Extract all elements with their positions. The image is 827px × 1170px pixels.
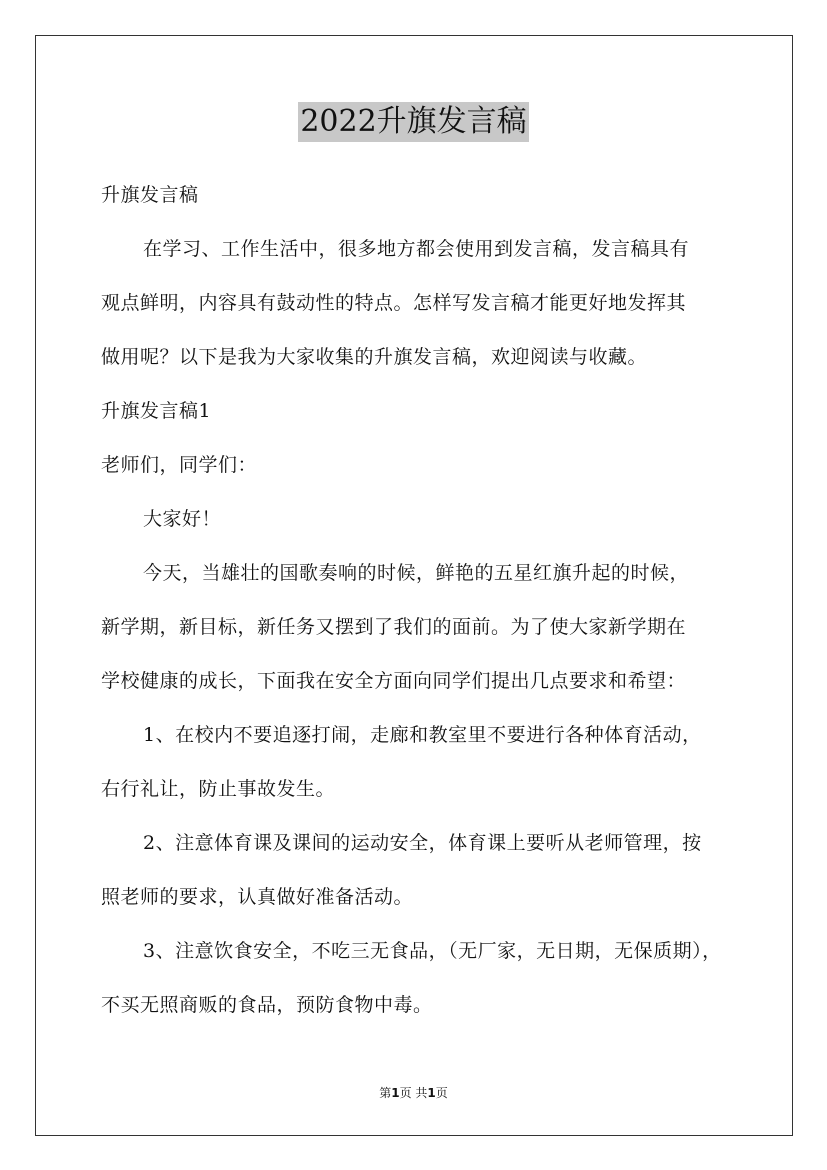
footer-suffix: 页 — [435, 1086, 448, 1100]
footer-total-pages: 1 — [427, 1086, 436, 1100]
footer-mid: 页 共 — [399, 1086, 428, 1100]
list-item-line: 2、注意体育课及课间的运动安全，体育课上要听从老师管理，按 — [143, 832, 702, 854]
list-item-line: 1、在校内不要追逐打闹，走廊和教室里不要进行各种体育活动， — [143, 724, 702, 746]
document-title: 2022升旗发言稿 — [298, 102, 528, 142]
paragraph-line: 观点鲜明，内容具有鼓动性的特点。怎样写发言稿才能更好地发挥其 — [101, 292, 687, 314]
title-container — [0, 102, 827, 142]
list-item-line: 照老师的要求，认真做好准备活动。 — [101, 886, 414, 908]
list-item-line: 3、注意饮食安全，不吃三无食品，（无厂家，无日期，无保质期）， — [143, 940, 722, 962]
paragraph-line: 做用呢？以下是我为大家收集的升旗发言稿，欢迎阅读与收藏。 — [101, 346, 648, 368]
footer-page-number: 1 — [391, 1086, 400, 1100]
salutation: 老师们，同学们： — [101, 454, 258, 476]
document-body — [101, 168, 751, 1032]
paragraph-line: 在学习、工作生活中，很多地方都会使用到发言稿，发言稿具有 — [143, 238, 690, 260]
greeting: 大家好！ — [143, 508, 222, 530]
page-footer — [0, 1084, 827, 1101]
section-heading: 升旗发言稿 — [101, 184, 199, 206]
paragraph-line: 今天，当雄壮的国歌奏响的时候，鲜艳的五星红旗升起的时候， — [143, 562, 690, 584]
paragraph-line: 新学期，新目标，新任务又摆到了我们的面前。为了使大家新学期在 — [101, 616, 687, 638]
list-item-line: 不买无照商贩的食品，预防食物中毒。 — [101, 994, 433, 1016]
paragraph-line: 学校健康的成长，下面我在安全方面向同学们提出几点要求和希望： — [101, 670, 687, 692]
section-heading: 升旗发言稿1 — [101, 400, 212, 422]
footer-prefix: 第 — [379, 1086, 392, 1100]
list-item-line: 右行礼让，防止事故发生。 — [101, 778, 336, 800]
